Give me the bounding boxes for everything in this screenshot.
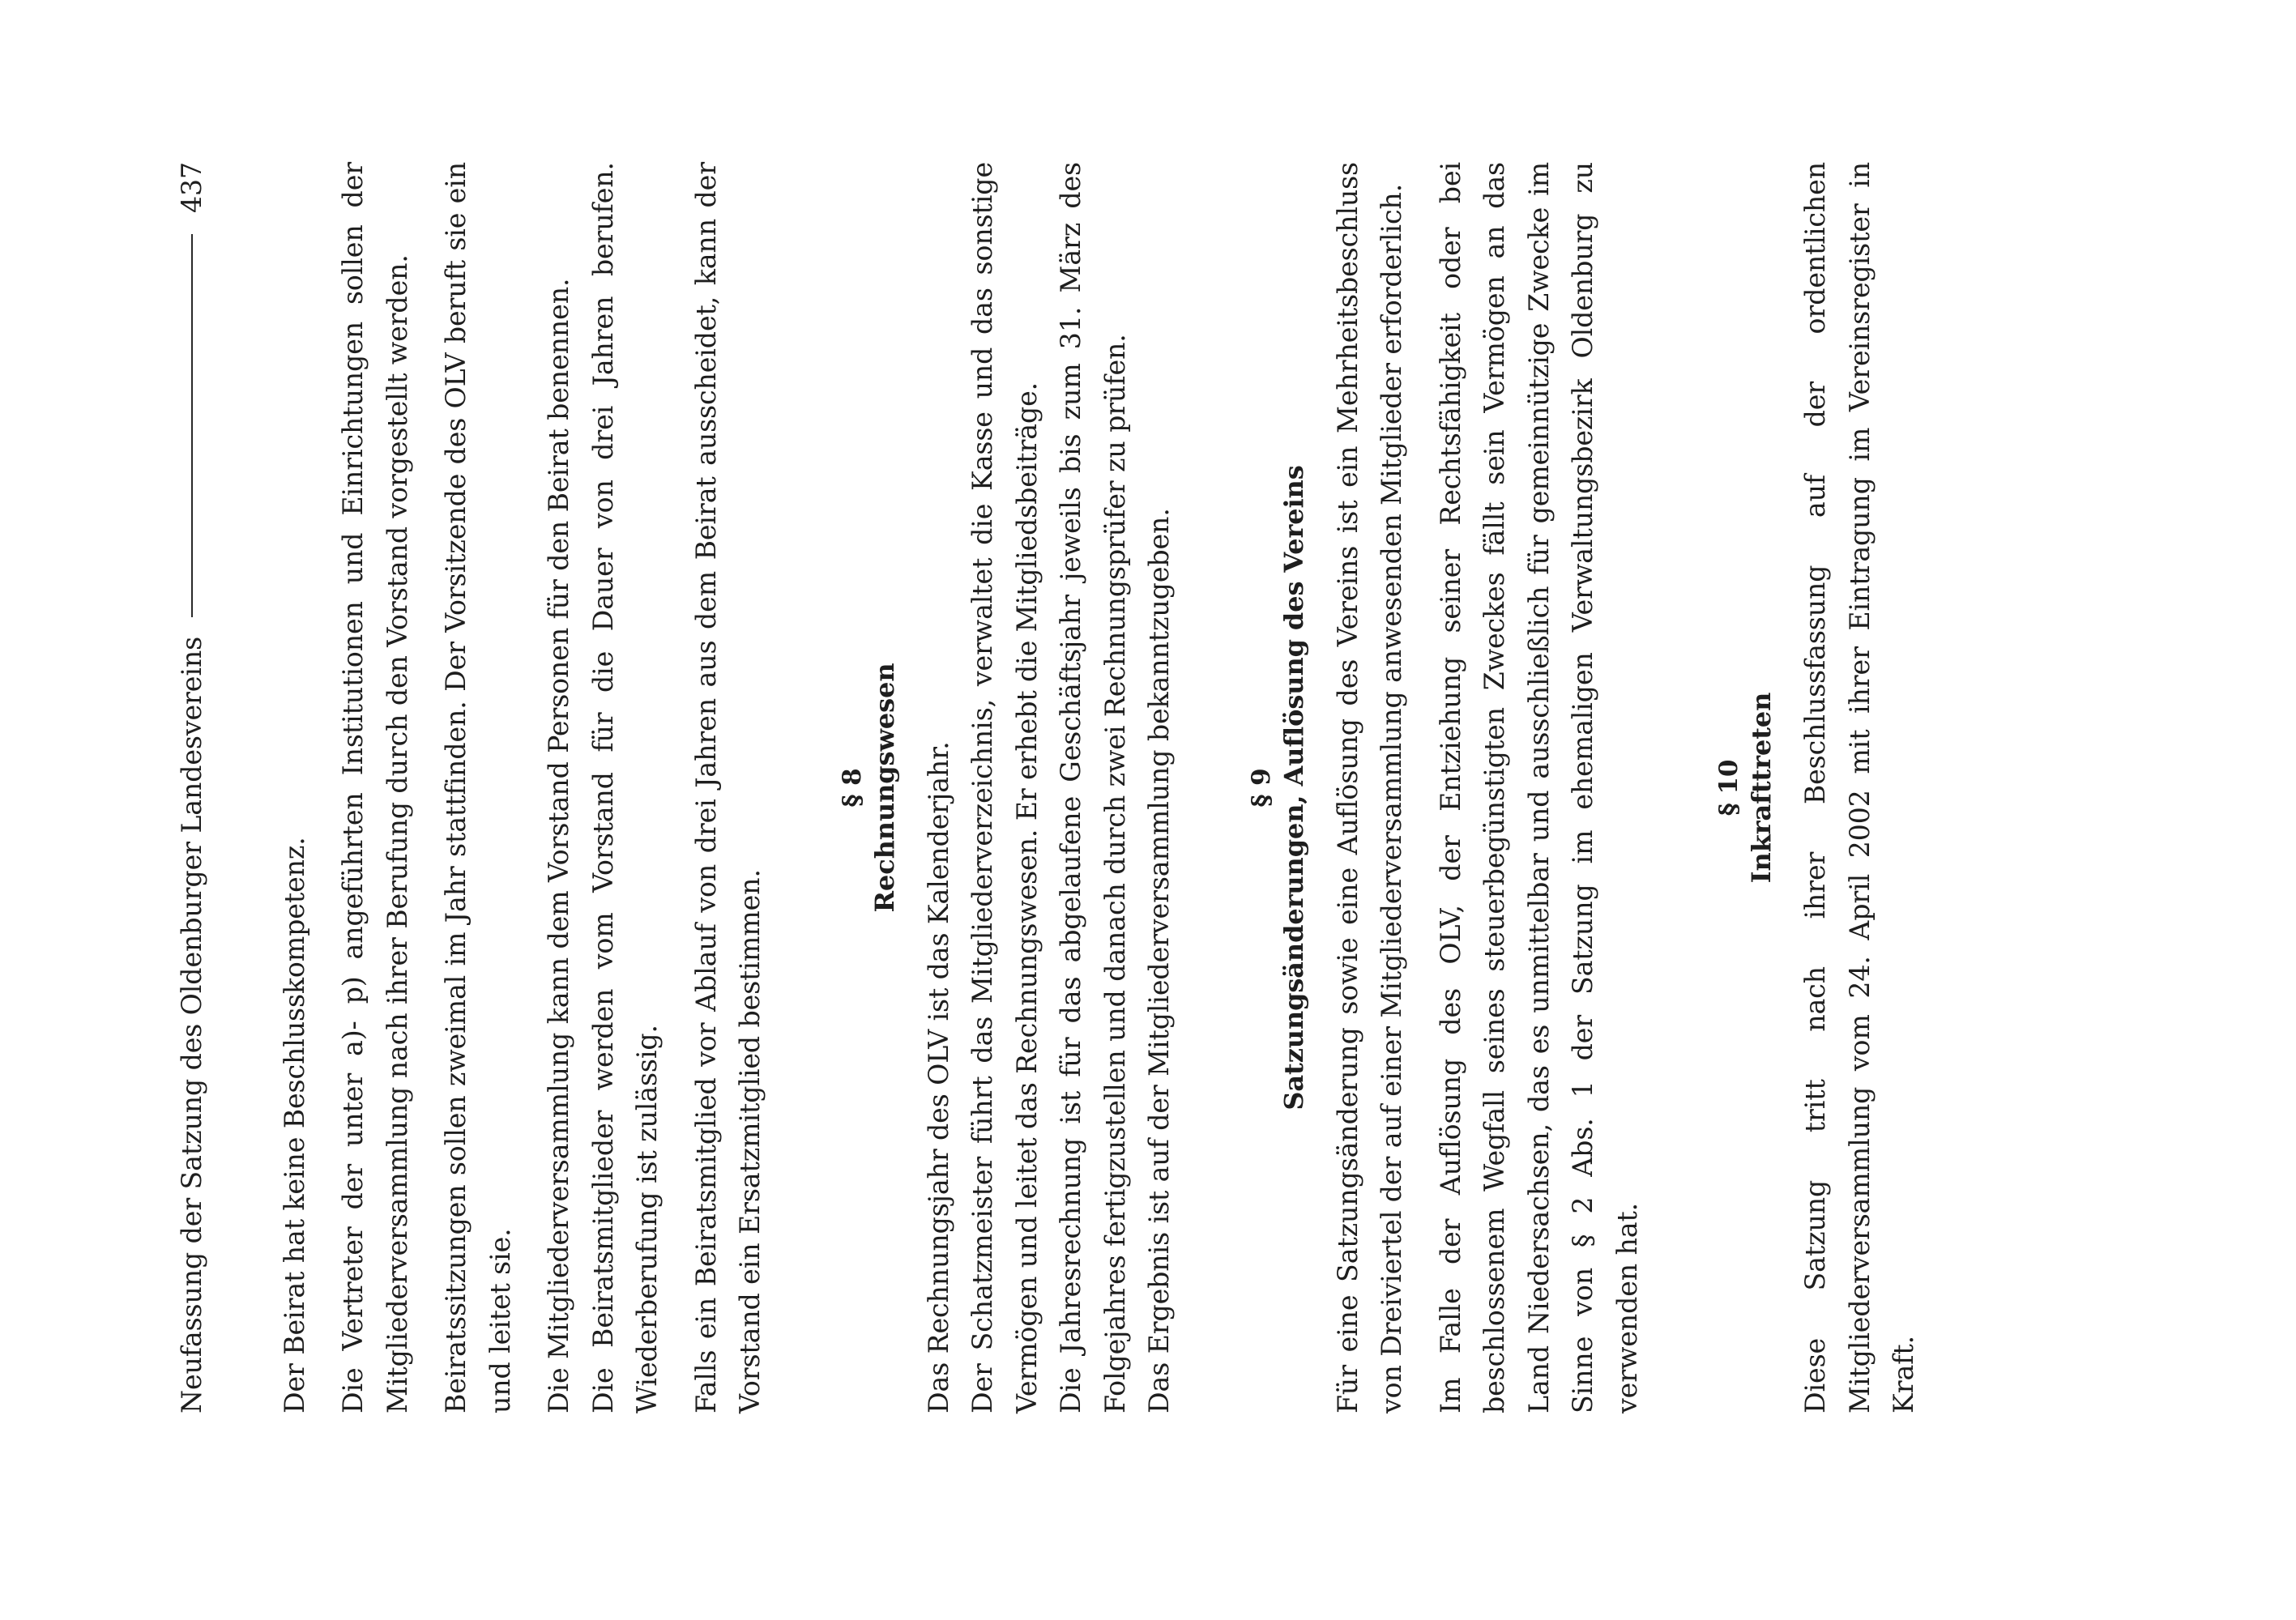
- running-header: [170, 162, 215, 1413]
- intro-paragraph-1: Der Beirat hat keine Beschlusskompetenz.: [278, 837, 310, 1413]
- section-8-paragraph-1: Das Rechnungsjahr des OLV ist das Kalenderjahr.: [922, 741, 954, 1413]
- intro-paragraph-4b: Die Beiratsmitglieder werden vom Vorstand für die Dauer von drei Jahren berufen. Wiederberufung ist zulässig.: [587, 162, 663, 1413]
- section-10-number: § 10: [1714, 759, 1743, 816]
- intro-paragraph-3: Beiratssitzungen sollen zweimal im Jahr stattfinden. Der Vorsitzende des OLV beruft sie ein und leitet sie.: [440, 162, 516, 1413]
- section-10-paragraph-1: Diese Satzung tritt nach ihrer Beschlussfassung auf der ordentlichen Mitgliederversammlung vom 24. April 2002 mit ihrer Eintragung im Vereinsregister in Kraft.: [1799, 162, 1919, 1413]
- section-9-paragraph-2: Im Falle der Auflösung des OLV, der Entziehung seiner Rechtsfähigkeit oder bei beschlossenem Wegfall seines steuerbegünstigten Zweckes fällt sein Vermögen an das Land Niedersachsen, das es unmittelbar und ausschließlich für gemeinnützige Zwecke im Sinne von § 2 Abs. 1 der Satzung im ehemaligen Verwaltungsbezirk Oldenburg zu verwenden hat.: [1434, 162, 1643, 1413]
- section-10-heading: [1713, 162, 1777, 1413]
- section-8-number: § 8: [837, 768, 867, 808]
- section-8-paragraph-4: Das Ergebnis ist auf der Mitgliederversammlung bekanntzugeben.: [1143, 508, 1175, 1413]
- intro-paragraph-4: [537, 162, 670, 1413]
- running-header-title: Neufassung der Satzung des Oldenburger Landesvereins: [176, 636, 207, 1413]
- section-10-title: Inkrafttreten: [1746, 692, 1777, 884]
- section-9-number: § 9: [1246, 768, 1276, 808]
- section-9-title: Satzungsänderungen, Auflösung des Vereins: [1278, 465, 1309, 1111]
- intro-paragraph-5: Falls ein Beiratsmitglied vor Ablauf von drei Jahren aus dem Beirat ausscheidet, kann der Vorstand ein Ersatzmitglied bestimmen.: [689, 162, 766, 1413]
- page-number: 437: [176, 162, 207, 214]
- intro-paragraph-4a: Die Mitgliederversammlung kann dem Vorstand Personen für den Beirat benennen.: [543, 278, 574, 1413]
- intro-paragraph-2: Die Vertreter der unter a)- p) angeführten Institutionen und Einrichtungen sollen der Mitgliederversammlung nach ihrer Berufung durch den Vorstand vorgestellt werden.: [337, 162, 413, 1413]
- section-9-paragraph-1: Für eine Satzungsänderung sowie eine Auflösung des Vereins ist ein Mehrheitsbeschluss von Dreiviertel der auf einer Mitgliederversammlung anwesenden Mitglieder erforderlich.: [1331, 162, 1407, 1413]
- section-8-paragraph-3: Die Jahresrechnung ist für das abgelaufene Geschäftsjahr jeweils bis zum 31. März des Folgejahres fertigzustellen und danach durch zwei Rechnungsprüfer zu prüfen.: [1055, 162, 1131, 1413]
- section-8-title: Rechnungswesen: [868, 663, 900, 913]
- page-content: [170, 162, 1941, 1413]
- section-8-heading: [836, 162, 901, 1413]
- section-9-heading: [1245, 162, 1310, 1413]
- section-8-body: [917, 162, 1182, 1413]
- header-rule: [191, 234, 193, 617]
- section-8-paragraph-2: Der Schatzmeister führt das Mitgliederverzeichnis, verwaltet die Kasse und das sonstige Vermögen und leitet das Rechnungswesen. Er erhebt die Mitgliedsbeiträge.: [967, 162, 1043, 1413]
